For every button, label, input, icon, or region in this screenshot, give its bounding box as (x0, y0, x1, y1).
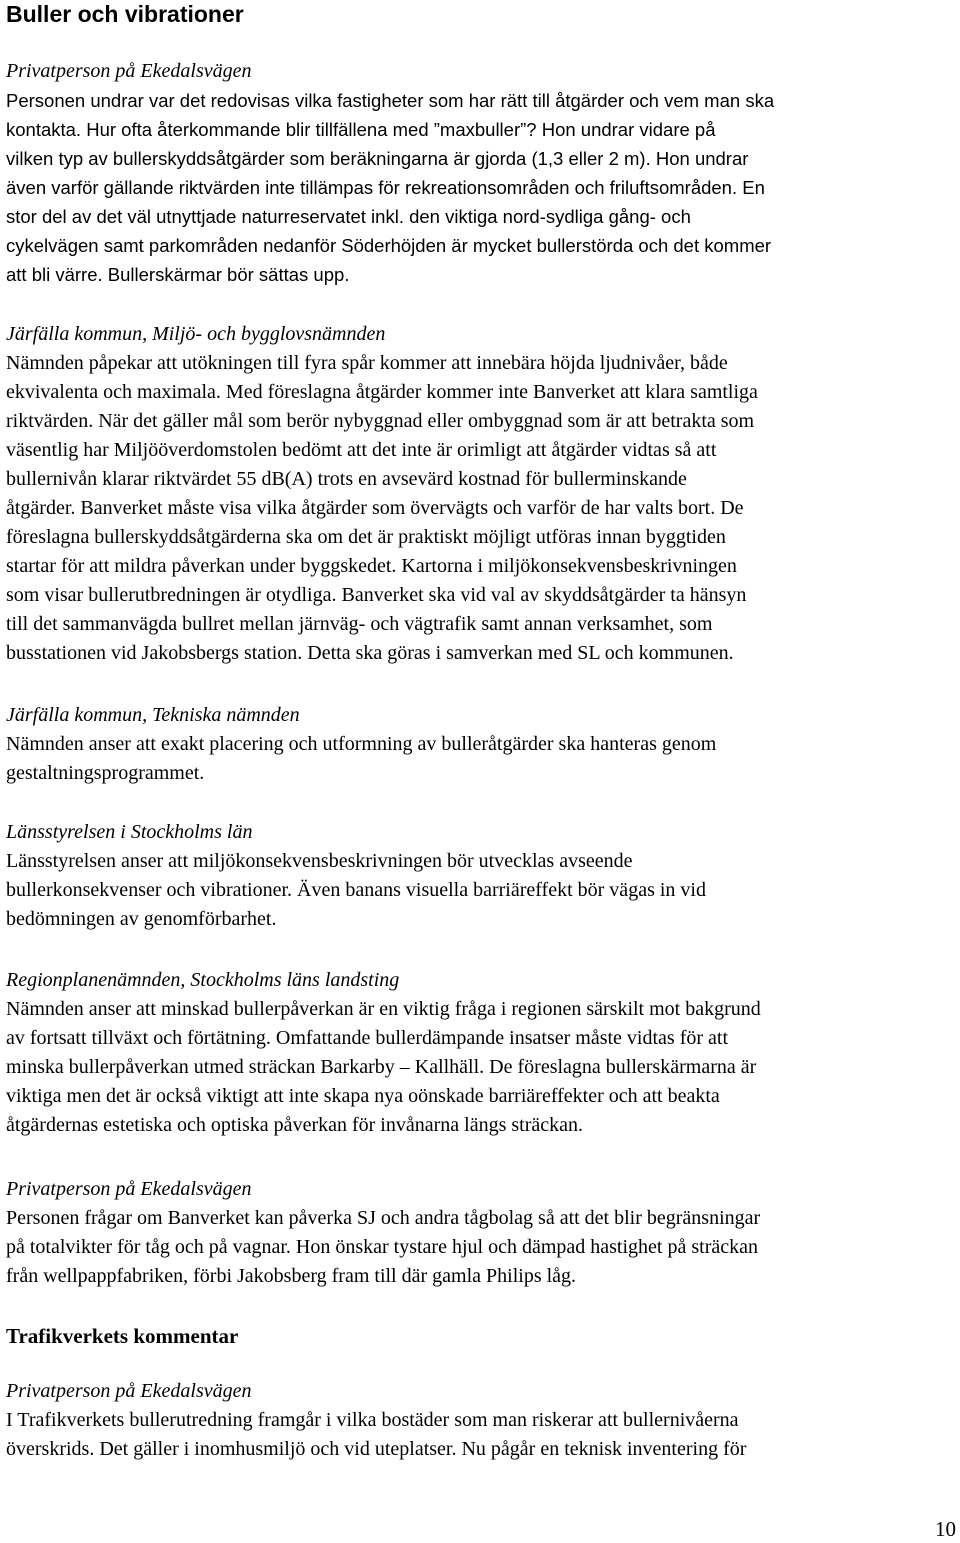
text-line: även varför gällande riktvärden inte tillämpas för rekreationsområden och friluftsområden. En (6, 177, 765, 198)
comment-heading: Trafikverkets kommentar (6, 1324, 239, 1348)
text-line: Nämnden anser att minskad bullerpåverkan är en viktig fråga i regionen särskilt mot bakgrund (6, 998, 761, 1020)
text-line: överskrids. Det gäller i inomhusmiljö och vid uteplatser. Nu pågår en teknisk inventering för (6, 1438, 747, 1460)
text-line: I Trafikverkets bullerutredning framgår i vilka bostäder som man riskerar att bullernivåerna (6, 1409, 739, 1431)
statement-block (6, 818, 706, 934)
comment-text (6, 1406, 746, 1464)
text-line: bullerkonsekvenser och vibrationer. Även banans visuella barriäreffekt bör vägas in vid (6, 879, 706, 901)
text-line: busstationen vid Jakobsbergs station. Detta ska göras i samverkan med SL och kommunen. (6, 642, 734, 664)
text-line: riktvärden. När det gäller mål som berör nybyggnad eller ombyggnad som är att betrakta som (6, 410, 755, 432)
text-line: föreslagna bullerskyddsåtgärderna ska om det är praktiskt möjligt utföras innan byggtiden (6, 526, 726, 548)
text-line: cykelvägen samt parkområden nedanför Söderhöjden är mycket bullerstörda och det kommer (6, 235, 772, 256)
page-number: 10 (935, 1517, 956, 1541)
statement-text (6, 847, 706, 934)
speaker-label: Privatperson på Ekedalsvägen (6, 60, 252, 82)
statement-block (6, 57, 774, 289)
text-line: att bli värre. Bullerskärmar bör sättas upp. (6, 264, 350, 285)
text-line: minska bullerpåverkan utmed sträckan Barkarby – Kallhäll. De föreslagna bullerskärmarna är (6, 1056, 757, 1078)
text-line: Nämnden påpekar att utökningen till fyra spår kommer att innebära höjda ljudnivåer, både (6, 352, 728, 374)
statement-block (6, 320, 758, 668)
statement-block (6, 966, 761, 1140)
section-heading: Buller och vibrationer (6, 1, 244, 27)
speaker-label: Regionplanenämnden, Stockholms läns landsting (6, 969, 400, 991)
text-line: på totalvikter för tåg och på vagnar. Hon önskar tystare hjul och dämpad hastighet på sträckan (6, 1236, 758, 1258)
text-line: ekvivalenta och maximala. Med föreslagna åtgärder kommer inte Banverket att klara samtliga (6, 381, 758, 403)
statement-block (6, 701, 716, 788)
speaker-label: Järfälla kommun, Tekniska nämnden (6, 704, 300, 726)
speaker-label: Privatperson på Ekedalsvägen (6, 1380, 252, 1402)
text-line: viktiga men det är också viktigt att inte skapa nya oönskade barriäreffekter och att beakta (6, 1085, 720, 1107)
statement-text (6, 995, 761, 1140)
statement-text (6, 349, 758, 668)
text-line: startar för att mildra påverkan under byggskedet. Kartorna i miljökonsekvensbeskrivningen (6, 555, 737, 577)
text-line: Länsstyrelsen anser att miljökonsekvensbeskrivningen bör utvecklas avseende (6, 850, 633, 872)
statement-text (6, 1204, 760, 1291)
speaker-label: Länsstyrelsen i Stockholms län (6, 821, 253, 843)
statement-text (6, 730, 716, 788)
text-line: av fortsatt tillväxt och förtätning. Omfattande bullerdämpande insatser måste vidtas för att (6, 1027, 729, 1049)
text-line: Nämnden anser att exakt placering och utformning av bulleråtgärder ska hanteras genom (6, 733, 717, 755)
text-line: Personen frågar om Banverket kan påverka SJ och andra tågbolag så att det blir begränsningar (6, 1207, 761, 1229)
text-line: stor del av det väl utnyttjade naturreservatet inkl. den viktiga nord-sydliga gång- och (6, 206, 691, 227)
text-line: väsentlig har Miljööverdomstolen bedömt att det inte är orimligt att åtgärder vidtas så att (6, 439, 717, 461)
statement-text (6, 86, 774, 289)
text-line: till det sammanvägda bullret mellan järnväg- och vägtrafik samt annan verksamhet, som (6, 613, 713, 635)
text-line: som visar bullerutbredningen är otydliga. Banverket ska vid val av skyddsåtgärder ta hänsyn (6, 584, 747, 606)
statement-block (6, 1175, 760, 1291)
text-line: gestaltningsprogrammet. (6, 762, 205, 784)
text-line: vilken typ av bullerskyddsåtgärder som beräkningarna är gjorda (1,3 eller 2 m). Hon undrar (6, 148, 749, 169)
text-line: kontakta. Hur ofta återkommande blir tillfällena med ”maxbuller”? Hon undrar vidare på (6, 119, 716, 140)
text-line: från wellpappfabriken, förbi Jakobsberg fram till där gamla Philips låg. (6, 1265, 577, 1287)
speaker-label: Järfälla kommun, Miljö- och bygglovsnämnden (6, 323, 386, 345)
comment-block (6, 1377, 746, 1464)
text-line: bedömningen av genomförbarhet. (6, 908, 277, 930)
text-line: åtgärder. Banverket måste visa vilka åtgärder som övervägts och varför de har valts bort. De (6, 497, 744, 519)
text-line: Personen undrar var det redovisas vilka fastigheter som har rätt till åtgärder och vem man ska (6, 90, 775, 111)
speaker-label: Privatperson på Ekedalsvägen (6, 1178, 252, 1200)
text-line: bullernivån klarar riktvärdet 55 dB(A) trots en avsevärd kostnad för bullerminskande (6, 468, 687, 490)
text-line: åtgärdernas estetiska och optiska påverkan för invånarna längs sträckan. (6, 1114, 583, 1136)
